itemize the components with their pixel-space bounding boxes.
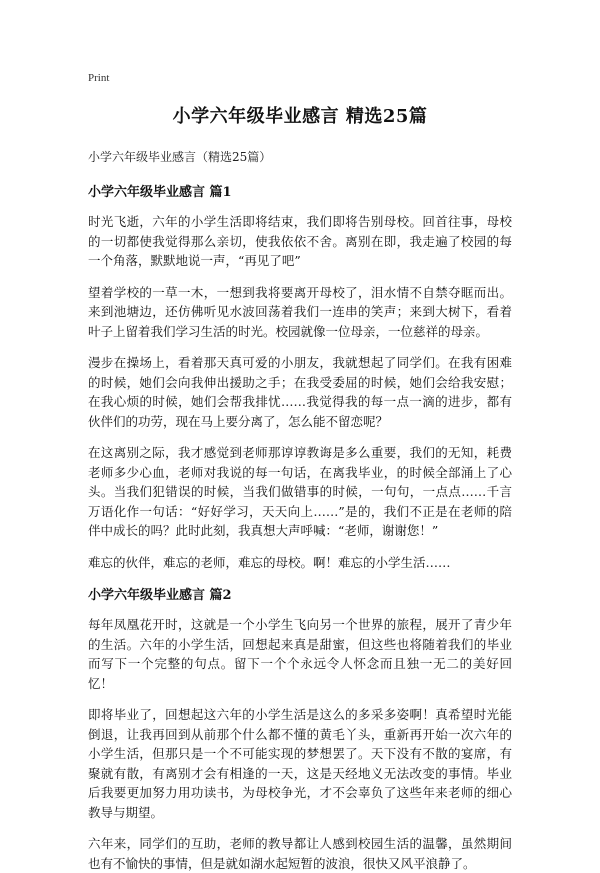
paragraph: 在这离别之际，我才感觉到老师那谆谆教诲是多么重要，我们的无知，耗费老师多少心血，老师对我说的每一句话，在离我毕业，的时候全部涌上了心头。当我们犯错误的时候，当我们做错事的时候，一句句，一点点……千言万语化作一句话：“好好学习，天天向上……”是的，我们不正是在老师的陪伴中成长的吗？此时此刻，我真想大声呼喊：“老师，谢谢您！” [88, 445, 512, 538]
document-title: 小学六年级毕业感言 精选25篇 [172, 106, 428, 127]
section-2 [88, 584, 512, 873]
section-heading: 小学六年级毕业感言 篇2 [88, 588, 232, 603]
section-heading: 小学六年级毕业感言 篇1 [88, 185, 232, 200]
paragraph: 六年来，同学们的互助，老师的教导都让人感到校园生活的温馨，虽然期间也有不愉快的事情，但是就如湖水起短暂的波浪，很快又风平浪静了。 [88, 836, 512, 871]
print-label: Print [88, 72, 110, 84]
paragraph: 每年凤凰花开时，这就是一个小学生飞向另一个世界的旅程，展开了青少年的生活。六年的小学生活，回想起来真是甜蜜，但这些也将随着我们的毕业而写下一个完整的句点。留下一个个永远令人怀念而且独一无二的美好回忆！ [88, 617, 512, 691]
paragraph: 即将毕业了，回想起这六年的小学生活是这么的多采多姿啊！真希望时光能倒退，让我再回到从前那个什么都不懂的黄毛丫头，重新再开始一次六年的小学生活，但那只是一个不可能实现的梦想罢了。天下没有不散的宴席，有聚就有散，有离别才会有相逢的一天，这是天经地义无法改变的事情。毕业后我要更加努力用功读书，为母校争光，才不会辜负了这些年来老师的细心教导与期望。 [88, 707, 512, 820]
section-1 [88, 181, 512, 572]
paragraph: 时光飞逝，六年的小学生活即将结束，我们即将告别母校。回首往事，母校的一切都使我觉得那么亲切，使我依依不舍。离别在即，我走遍了校园的每一个角落，默默地说一声，“再见了吧” [88, 214, 512, 268]
paragraph: 望着学校的一草一木，一想到我将要离开母校了，泪水情不自禁夺眶而出。来到池塘边，还仿佛听见水波回荡着我们一连串的笑声；来到大树下，看着叶子上留着我们学习生活的时光。校园就像一位母亲，一位慈祥的母亲。 [88, 284, 512, 339]
document-subtitle: 小学六年级毕业感言（精选25篇） [88, 150, 272, 164]
paragraph: 漫步在操场上，看着那天真可爱的小朋友，我就想起了同学们。在我有困难的时候，她们会向我伸出援助之手；在我受委屈的时候，她们会给我安慰；在我心烦的时候，她们会帮我排忧……我觉得我的每一点一滴的进步，都有伙伴们的功劳，现在马上要分离了，怎么能不留恋呢？ [88, 355, 512, 429]
paragraph: 难忘的伙伴，难忘的老师，难忘的母校。啊！难忘的小学生活…… [88, 554, 451, 570]
